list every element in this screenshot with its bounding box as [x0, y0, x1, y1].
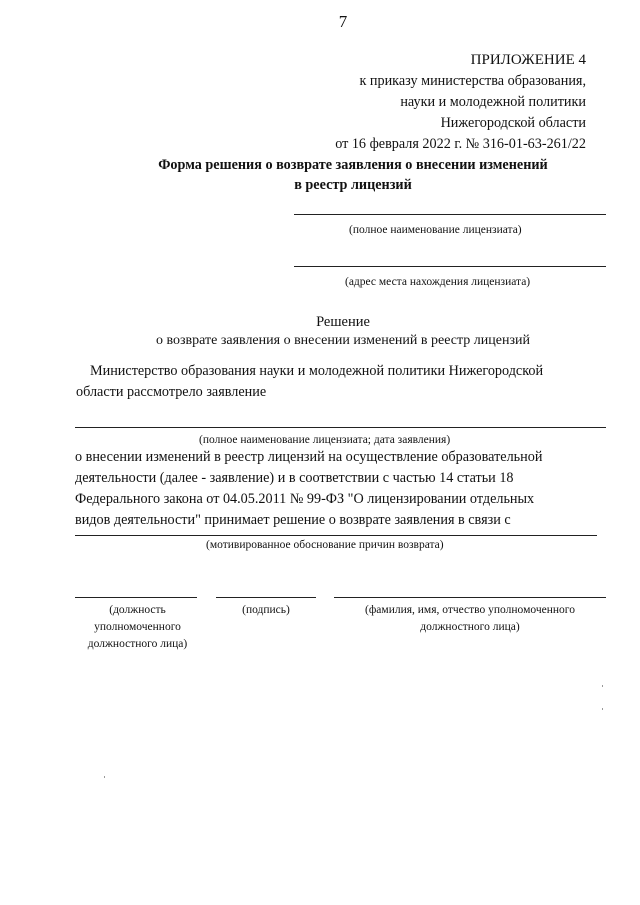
- scan-speck: [104, 776, 105, 778]
- appendix-line: к приказу министерства образования,: [359, 73, 586, 89]
- application-line[interactable]: [75, 427, 606, 428]
- body-line: о внесении изменений в реестр лицензий на осуществление образовательной: [75, 449, 543, 465]
- form-title: [20, 155, 640, 195]
- licensee-address-line[interactable]: [294, 266, 606, 267]
- intro-paragraph: [76, 361, 603, 403]
- appendix-line: Нижегородской области: [440, 115, 586, 131]
- name-line[interactable]: [334, 597, 606, 598]
- position-caption: (должность уполномоченного должностного лица): [87, 604, 188, 650]
- decision-subtitle: о возврате заявления о внесении изменений в реестр лицензий: [156, 333, 530, 348]
- signature-caption: (подпись): [242, 604, 290, 616]
- application-caption: (полное наименование лицензиата; дата заявления): [199, 434, 451, 446]
- body-line: деятельности (далее - заявление) и в соответствии с частью 14 статьи 18: [75, 470, 514, 486]
- licensee-name-line[interactable]: [294, 214, 606, 215]
- licensee-address-caption: (адрес места нахождения лицензиата): [345, 276, 531, 288]
- body-line: видов деятельности" принимает решение о возврате заявления в связи с: [75, 512, 511, 528]
- reason-caption: (мотивированное обоснование причин возврата): [206, 539, 444, 551]
- form-title-line: в реестр лицензий: [294, 177, 412, 193]
- decision-title: Решение: [316, 314, 370, 330]
- appendix-title: ПРИЛОЖЕНИЕ 4: [470, 52, 586, 68]
- reason-line[interactable]: [75, 535, 597, 536]
- intro-line: Министерство образования науки и молодежной политики Нижегородской: [90, 363, 544, 379]
- position-line[interactable]: [75, 597, 197, 598]
- body-paragraph: [75, 447, 603, 531]
- signature-line[interactable]: [216, 597, 316, 598]
- appendix-header: [300, 50, 586, 155]
- intro-line: области рассмотрело заявление: [76, 384, 267, 400]
- appendix-line: науки и молодежной политики: [400, 94, 586, 110]
- body-line: Федерального закона от 04.05.2011 № 99-ФЗ "О лицензировании отдельных: [75, 491, 535, 507]
- name-caption: (фамилия, имя, отчество уполномоченного должностного лица): [365, 604, 575, 633]
- form-title-line: Форма решения о возврате заявления о внесении изменений: [158, 157, 548, 173]
- licensee-name-caption: (полное наименование лицензиата): [349, 224, 522, 236]
- appendix-line: от 16 февраля 2022 г. № 316-01-63-261/22: [335, 136, 586, 152]
- scan-speck: [602, 685, 603, 687]
- page-number: 7: [338, 12, 348, 31]
- scan-speck: [602, 708, 603, 710]
